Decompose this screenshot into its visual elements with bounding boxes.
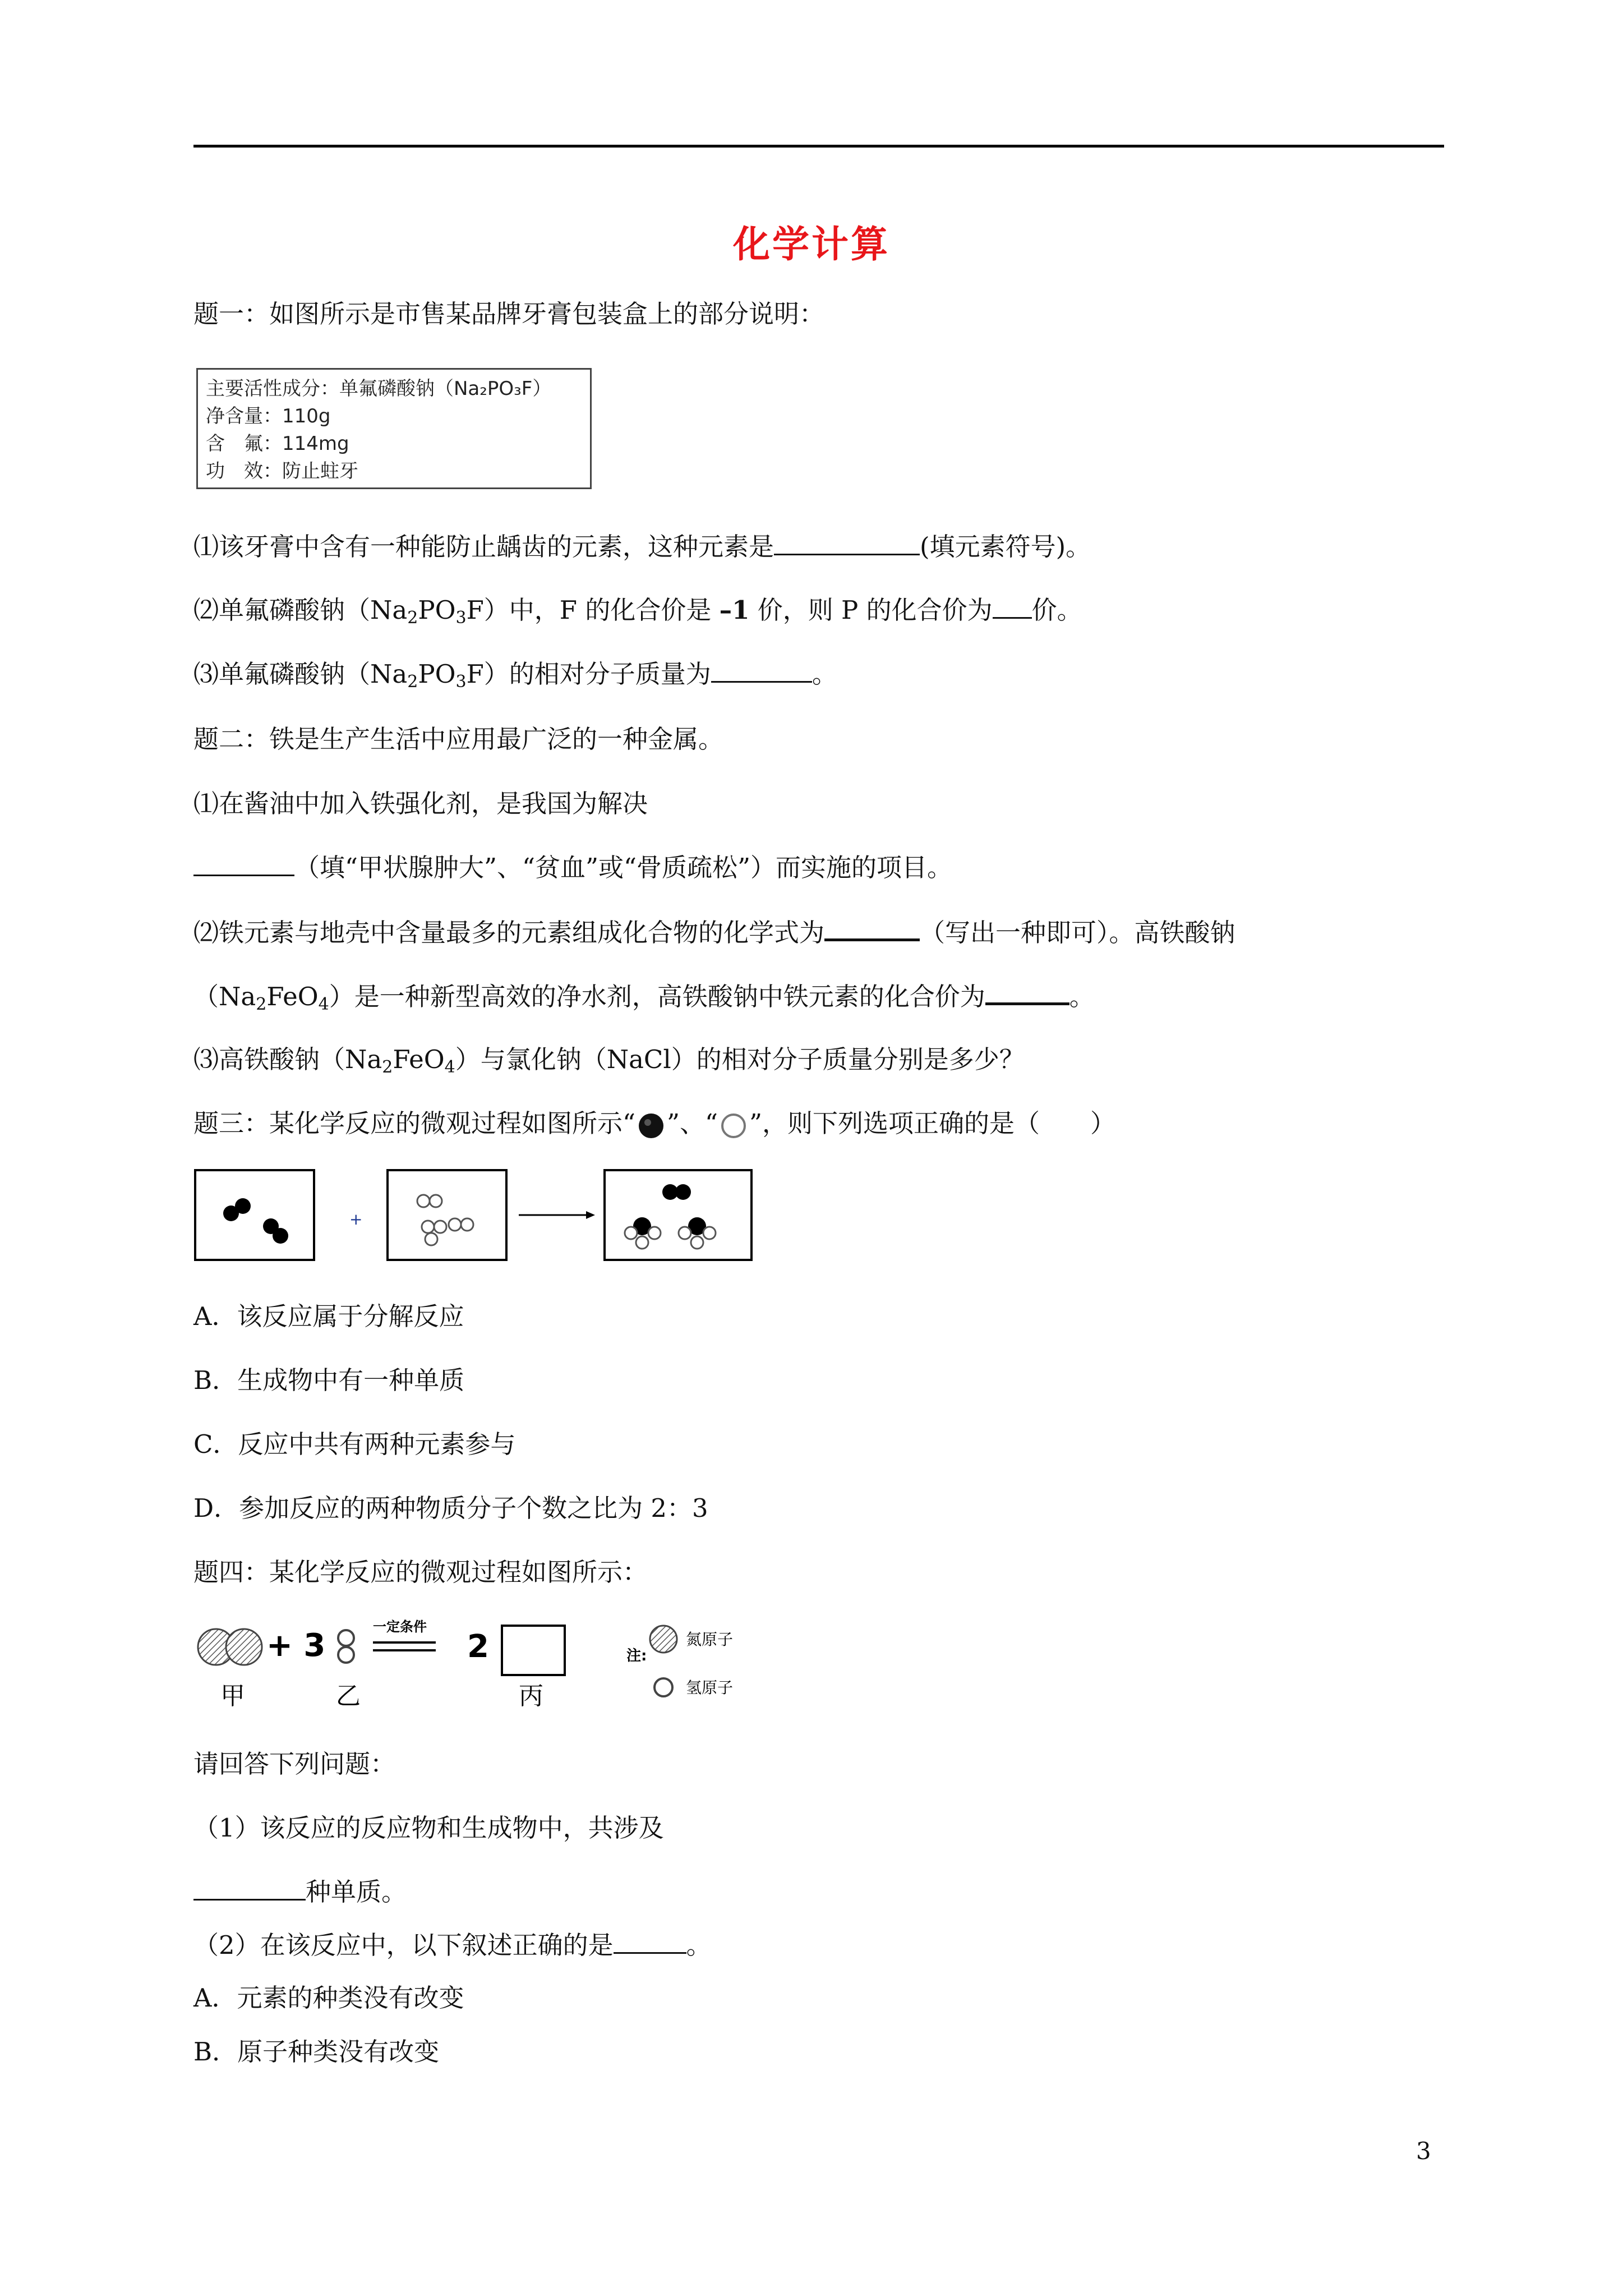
plus-three: + 3 — [266, 1627, 326, 1664]
q1-intro: 题一：如图所示是市售某品牌牙膏包装盒上的部分说明： — [193, 299, 825, 329]
white-atom-icon — [718, 1110, 749, 1142]
q4-option-b: B．原子种类没有改变 — [193, 2037, 440, 2067]
hydrogen-atom — [338, 1630, 354, 1646]
answer-blank[interactable] — [774, 530, 920, 555]
answer-blank[interactable] — [824, 915, 920, 941]
q3-option-b: B．生成物中有一种单质 — [193, 1365, 465, 1395]
label-jia: 甲 — [220, 1682, 245, 1710]
answer-blank[interactable] — [193, 1875, 306, 1901]
legend-hydrogen: 氢原子 — [686, 1678, 734, 1697]
q4-reaction-diagram — [193, 1616, 766, 1717]
q1-part-2: ⑵单氟磷酸钠$(Na_2PO_3F)$中，F 的化合价是 –1 价，则 P 的化合价为 价。 — [193, 593, 1082, 635]
q4-part-1: （1）该反应的反应物和生成物中，共涉及 — [193, 1813, 664, 1843]
q2-part-3: ⑶高铁酸钠$(Na_2FeO_4)$与氯化钠（NaCl）的相对分子质量分别是多少？ — [193, 1045, 1025, 1077]
answer-blank[interactable] — [985, 979, 1069, 1005]
q4-option-a: A．元素的种类没有改变 — [193, 1983, 464, 2013]
label-yi: 乙 — [336, 1682, 361, 1710]
toothpaste-label-box — [196, 368, 592, 489]
q4-intro: 题四：某化学反应的微观过程如图所示： — [193, 1557, 648, 1587]
page-title: 化学计算 — [733, 223, 890, 266]
nitrogen-legend-icon — [650, 1626, 677, 1653]
reactant-box-1 — [195, 1170, 314, 1260]
nitrogen-atom — [226, 1629, 262, 1665]
q4-part-2: （2）在该反应中，以下叙述正确的是 。 — [193, 1929, 712, 1962]
box-line-1: 主要活性成分：单氟磷酸钠（Na₂PO₃F） — [206, 378, 552, 400]
q2-intro: 题二：铁是生产生活中应用最广泛的一种金属。 — [193, 724, 724, 754]
q1-part-1: ⑴该牙膏中含有一种能防止龋齿的元素，这种元素是 (填元素符号)。 — [193, 530, 1091, 564]
hydrogen-atom — [338, 1647, 354, 1663]
legend-nitrogen: 氮原子 — [686, 1630, 734, 1649]
black-atom-icon — [635, 1110, 667, 1142]
q1-part-3: ⑶单氟磷酸钠$(Na_2PO_3F)$的相对分子质量为 。 — [193, 657, 837, 699]
hydrogen-legend-icon — [654, 1678, 672, 1696]
q3-option-a: A．该反应属于分解反应 — [193, 1301, 464, 1331]
q3-option-c: C．反应中共有两种元素参与 — [193, 1429, 516, 1459]
box-line-4: 功 效：防止蛀牙 — [206, 460, 358, 482]
reactant-box-2 — [388, 1170, 506, 1260]
product-c-box — [502, 1626, 565, 1675]
q3-option-d: D．参加反应的两种物质分子个数之比为 2：3 — [193, 1493, 708, 1523]
condition-label: 一定条件 — [373, 1619, 427, 1635]
q4-ask: 请回答下列问题： — [193, 1749, 396, 1779]
q2-part-1: ⑴在酱油中加入铁强化剂，是我国为解决 — [193, 789, 648, 818]
note-label: 注: — [626, 1648, 647, 1664]
coefficient-two: 2 — [467, 1628, 489, 1665]
box-line-3: 含 氟：114mg — [206, 432, 349, 455]
answer-blank[interactable] — [193, 851, 294, 876]
answer-blank[interactable] — [993, 593, 1032, 619]
box-line-2: 净含量：110g — [206, 405, 331, 427]
product-box — [605, 1170, 751, 1260]
plus-sign: + — [349, 1210, 363, 1228]
answer-blank[interactable] — [711, 657, 812, 683]
q2-part-1-cont: （填“甲状腺肿大”、“贫血”或“骨质疏松”）而实施的项目。 — [193, 851, 952, 885]
answer-blank[interactable] — [614, 1929, 686, 1954]
q4-part-1-cont: 种单质。 — [193, 1875, 407, 1909]
q3-reaction-diagram — [193, 1168, 754, 1269]
page-number: 3 — [1416, 2137, 1431, 2165]
label-bing: 丙 — [519, 1682, 543, 1710]
q3-intro: 题三：某化学反应的微观过程如图所示“ ”、“ ”，则下列选项正确的是（ ） — [193, 1107, 1115, 1142]
q2-part-2: ⑵铁元素与地壳中含量最多的元素组成化合物的化学式为 （写出一种即可）。高铁酸钠 — [193, 915, 1235, 950]
header-rule — [193, 145, 1444, 148]
q2-part-2-cont: $(Na_2FeO_4)$是一种新型高效的净水剂，高铁酸钠中铁元素的化合价为 。 — [193, 979, 1095, 1022]
